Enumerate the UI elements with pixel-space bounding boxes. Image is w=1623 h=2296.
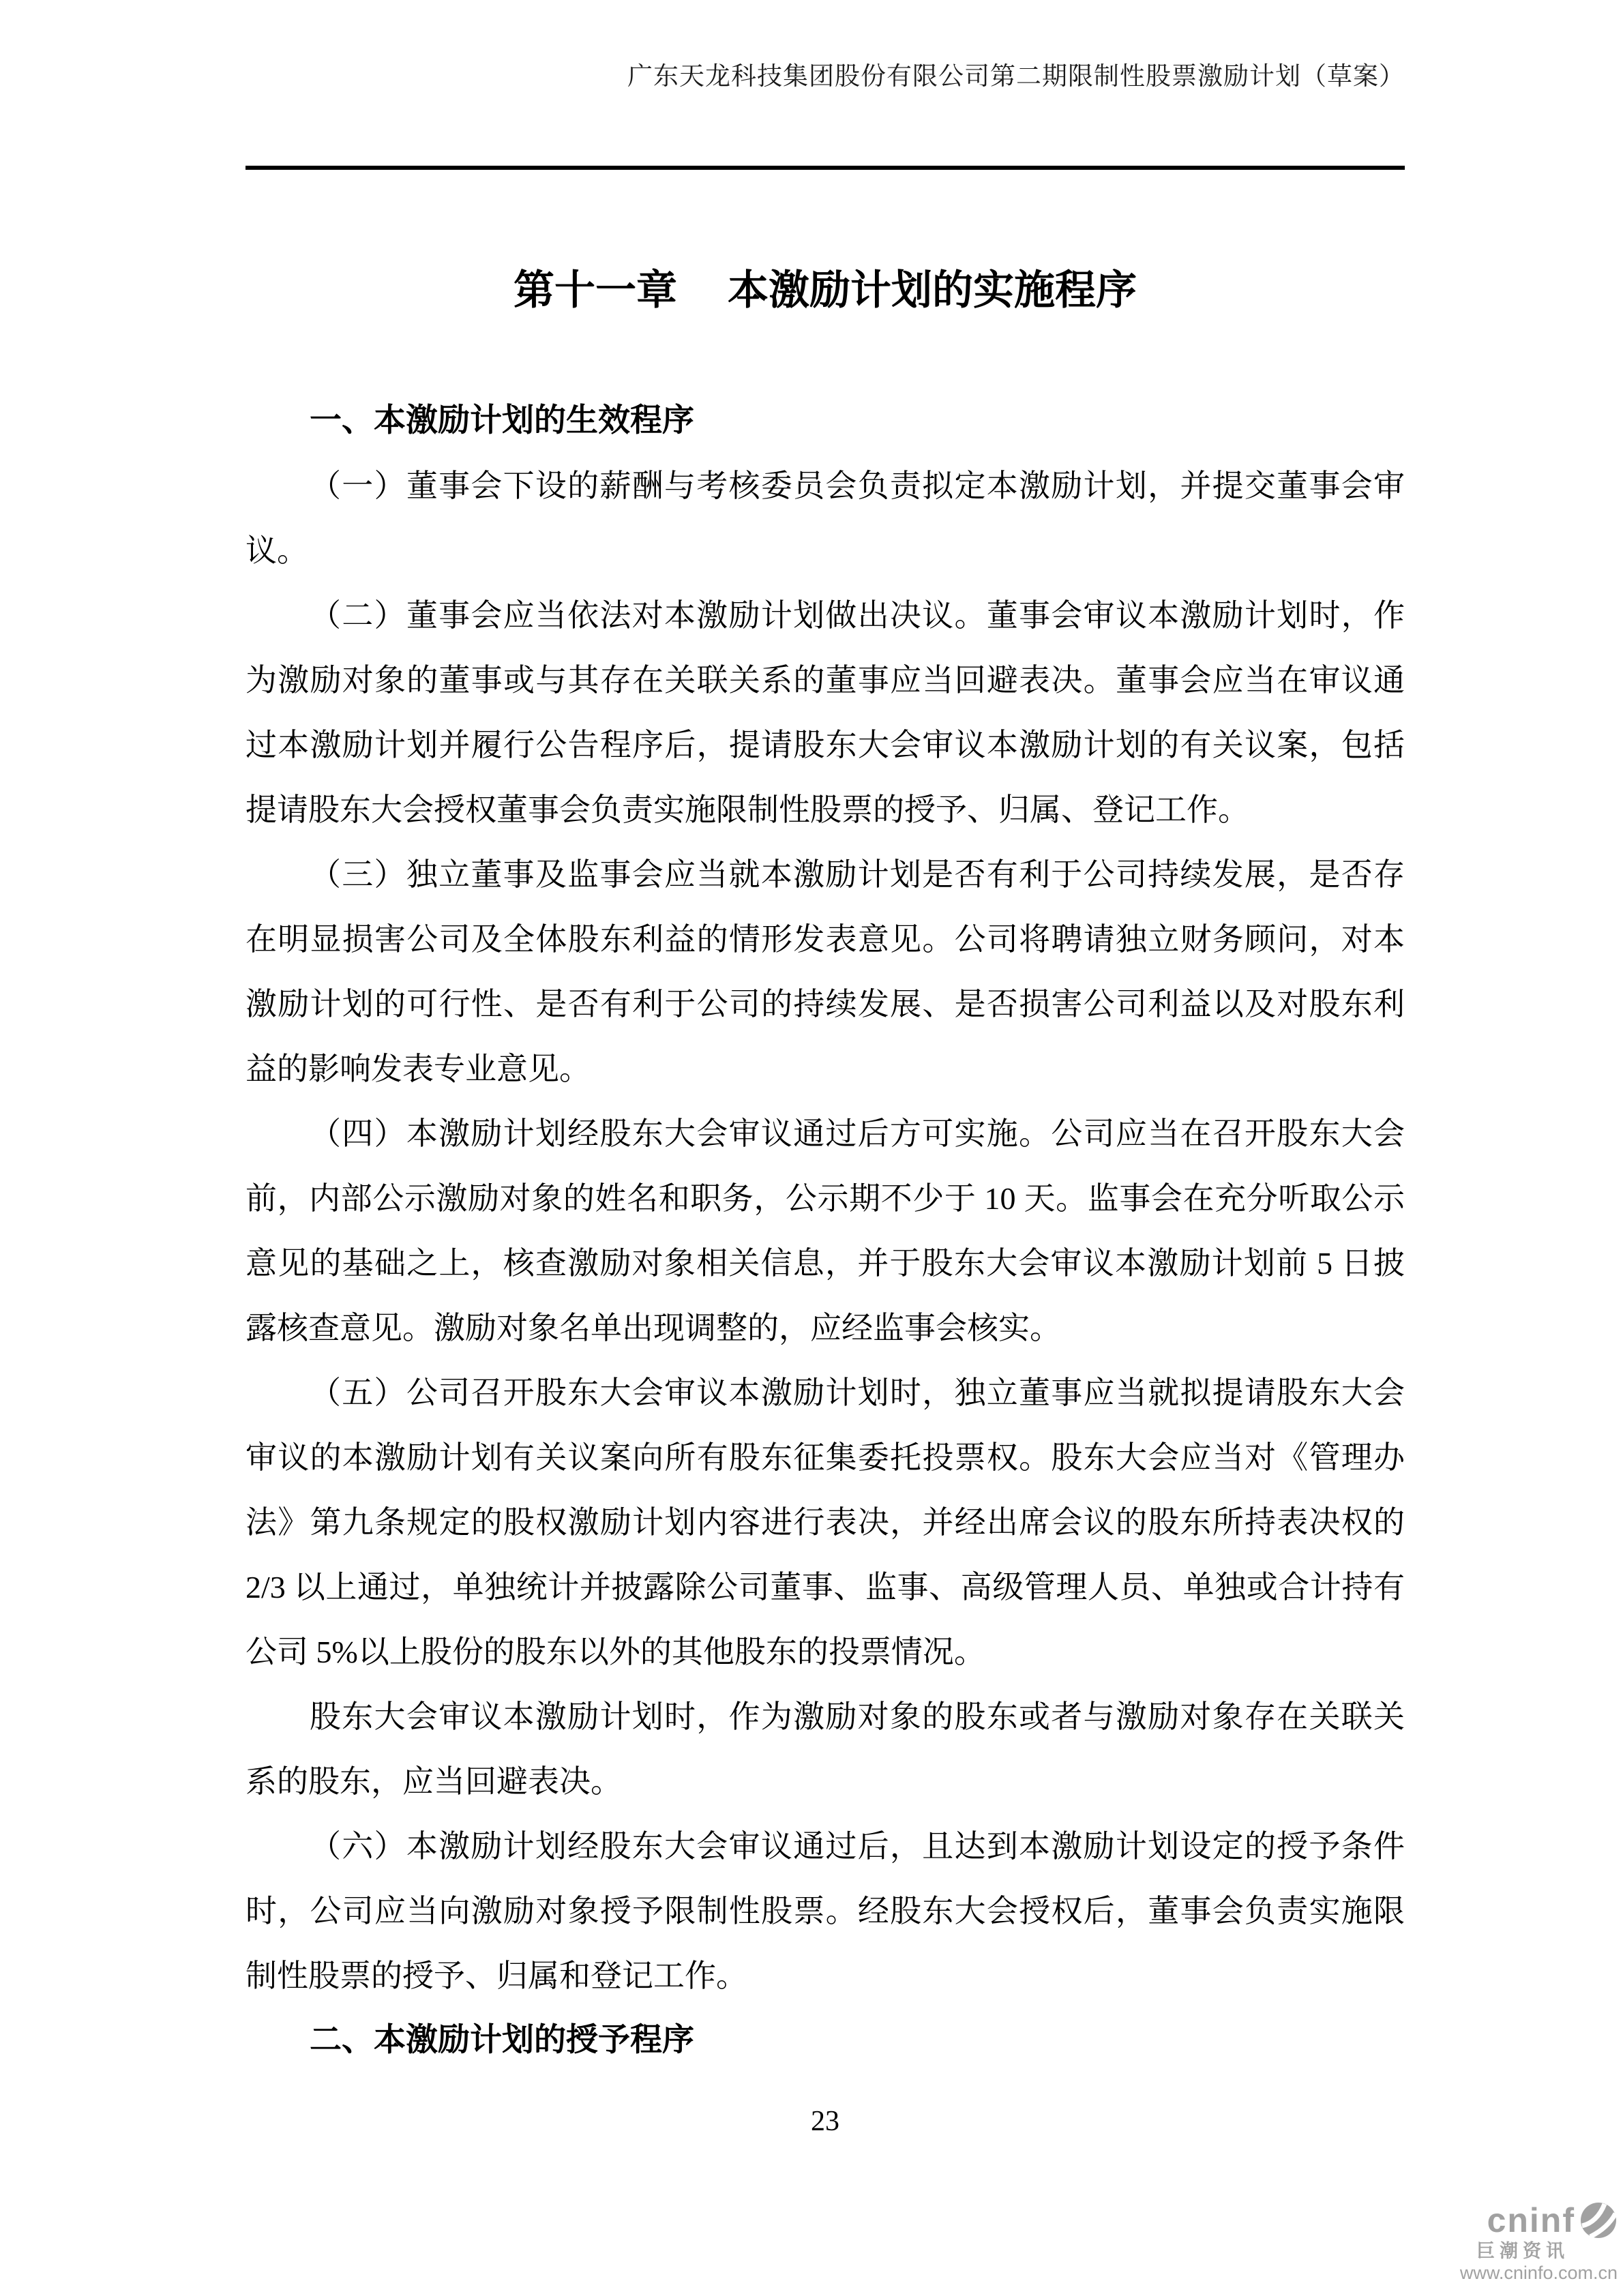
body-paragraph: （五）公司召开股东大会审议本激励计划时，独立董事应当就拟提请股东大会审议的本激励计划有关议案向所有股东征集委托投票权。股东大会应当对《管理办法》第九条规定的股权激励计划内容进行表决，并经出席会议的股东所持表决权的 2/3 以上通过，单独统计并披露除公司董事、监事、高级管理人员、单独或合计持有公司 5%以上股份的股东以外的其他股东的投票情况。 bbox=[245, 1375, 1405, 1669]
page-number: 23 bbox=[811, 2106, 839, 2137]
watermark-url: www.cninfo.com.cn bbox=[1459, 2263, 1618, 2283]
body-paragraph: 股东大会审议本激励计划时，作为激励对象的股东或者与激励对象存在关联关系的股东，应当回避表决。 bbox=[245, 1699, 1405, 1799]
document-body bbox=[245, 389, 1405, 2073]
cninfo-logo-row bbox=[1459, 2201, 1618, 2239]
section-heading: 一、本激励计划的生效程序 bbox=[310, 403, 694, 438]
body-paragraph: （三）独立董事及监事会应当就本激励计划是否有利于公司持续发展，是否存在明显损害公司及全体股东利益的情形发表意见。公司将聘请独立财务顾问，对本激励计划的可行性、是否有利于公司的持续发展、是否损害公司利益以及对股东利益的影响发表专业意见。 bbox=[245, 857, 1405, 1086]
running-header: 广东天龙科技集团股份有限公司第二期限制性股票激励计划（草案） bbox=[627, 63, 1405, 91]
body-paragraph: （一）董事会下设的薪酬与考核委员会负责拟定本激励计划，并提交董事会审议。 bbox=[245, 468, 1405, 568]
body-paragraph: （六）本激励计划经股东大会审议通过后，且达到本激励计划设定的授予条件时，公司应当向激励对象授予限制性股票。经股东大会授权后，董事会负责实施限制性股票的授予、归属和登记工作。 bbox=[245, 1829, 1405, 1993]
watermark-brand: 巨潮资讯 bbox=[1476, 2241, 1569, 2261]
chapter-title bbox=[245, 266, 1405, 315]
chapter-number: 第十一章 bbox=[513, 268, 677, 313]
chapter-name: 本激励计划的实施程序 bbox=[728, 268, 1137, 313]
header-rule-divider bbox=[245, 166, 1405, 170]
section-heading: 二、本激励计划的授予程序 bbox=[310, 2023, 694, 2058]
body-paragraph: （四）本激励计划经股东大会审议通过后方可实施。公司应当在召开股东大会前，内部公示激励对象的姓名和职务，公示期不少于 10 天。监事会在充分听取公示意见的基础之上，核查激励对象相关信息，并于股东大会审议本激励计划前 5 日披露核查意见。激励对象名单出现调整的，应经监事会核实。 bbox=[245, 1116, 1405, 1345]
cninfo-watermark bbox=[1459, 2201, 1618, 2283]
body-paragraph: （二）董事会应当依法对本激励计划做出决议。董事会审议本激励计划时，作为激励对象的董事或与其存在关联关系的董事应当回避表决。董事会应当在审议通过本激励计划并履行公告程序后，提请股东大会审议本激励计划的有关议案，包括提请股东大会授权董事会负责实施限制性股票的授予、归属、登记工作。 bbox=[245, 598, 1405, 827]
cninfo-logo-text: cninf bbox=[1487, 2201, 1575, 2239]
cninfo-globe-icon bbox=[1579, 2201, 1618, 2239]
